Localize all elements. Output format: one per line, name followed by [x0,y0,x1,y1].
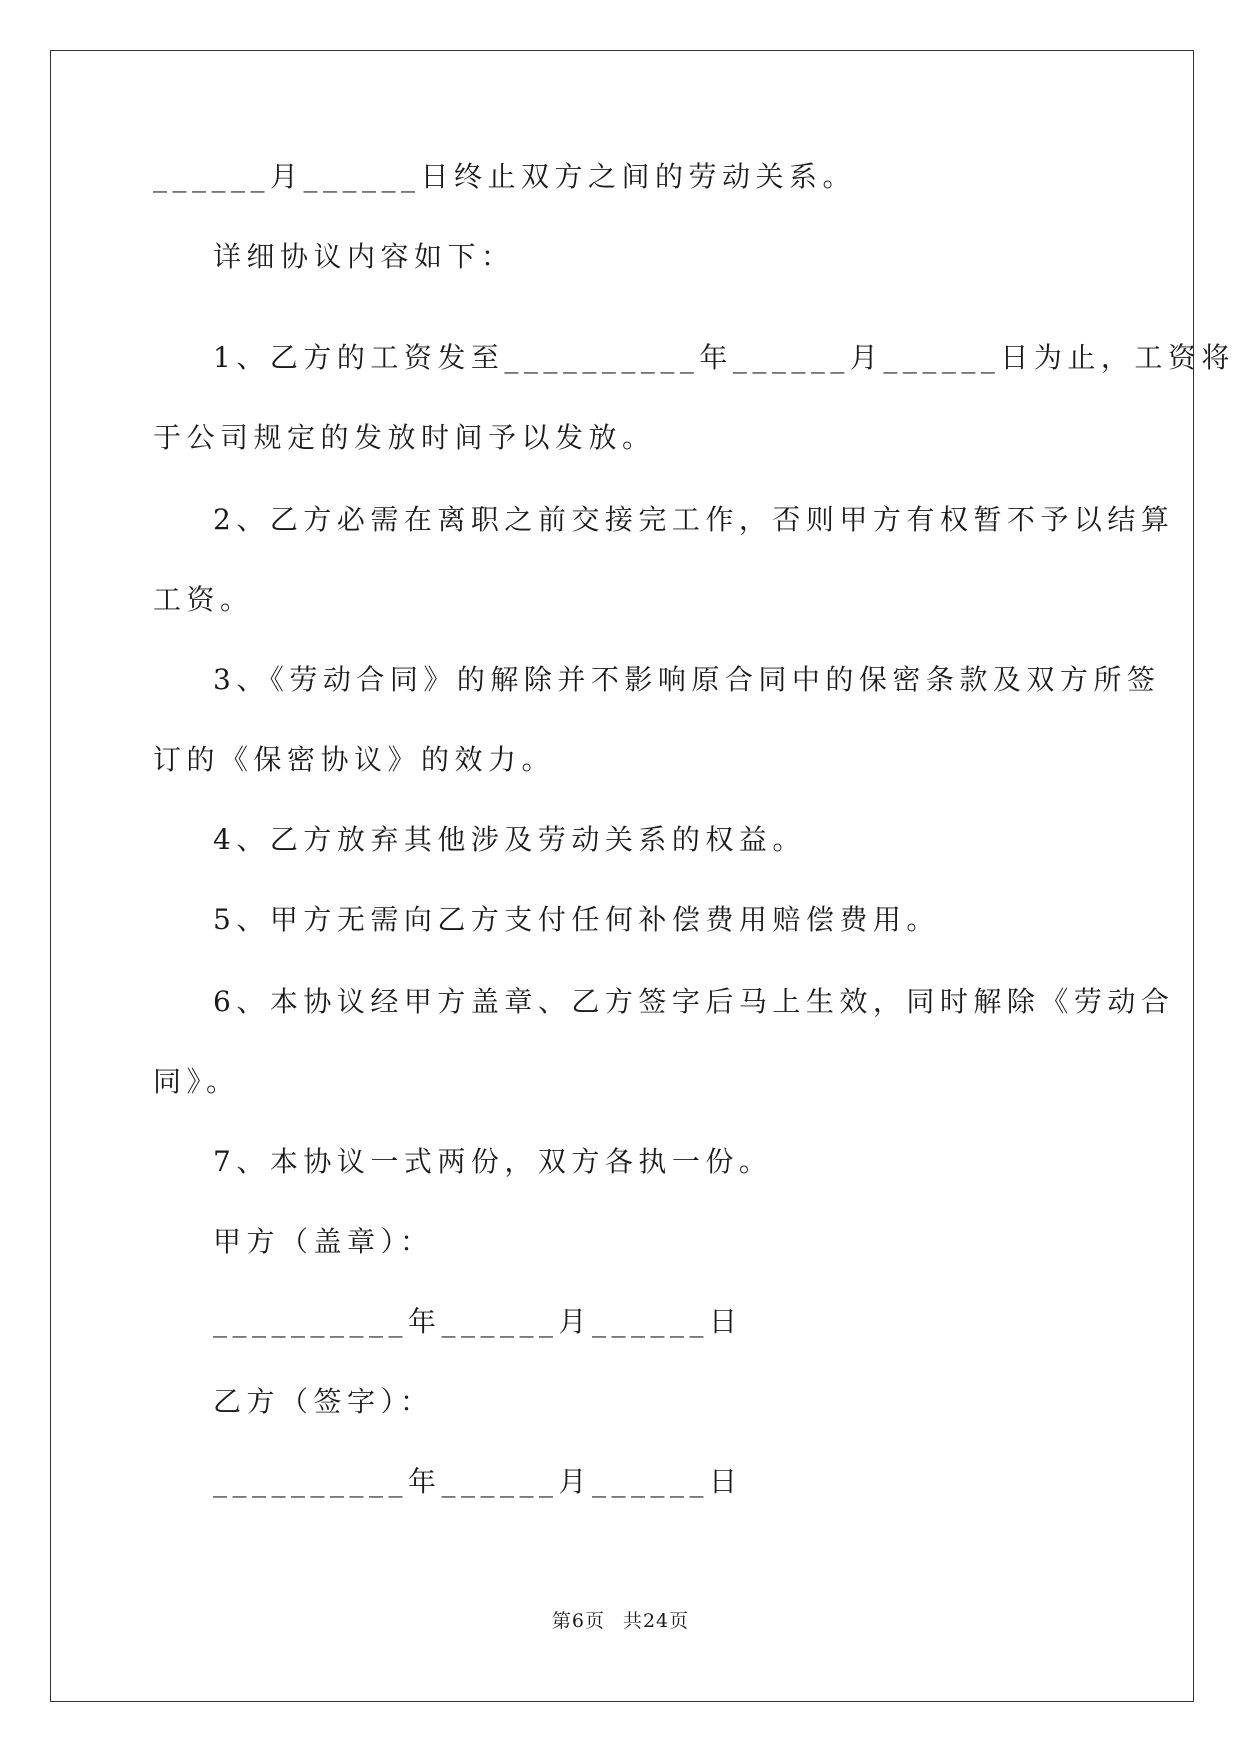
text-line-clause-1: 1、乙方的工资发至__________年______月______日为止，工资将 [213,341,1235,374]
text-line-clause-2: 2、乙方必需在离职之前交接完工作，否则甲方有权暂不予以结算 [213,503,1175,536]
text-line-clause-1-cont: 于公司规定的发放时间予以发放。 [153,421,656,454]
party-a-date: __________年______月______日 [213,1305,743,1338]
text-line-continuation: ______月______日终止双方之间的劳动关系。 [153,160,857,193]
page-footer [0,1606,1241,1633]
text-line-clause-3-cont: 订的《保密协议》的效力。 [153,743,556,776]
text-line-clause-2-cont: 工资。 [153,583,254,616]
text-line-clause-4: 4、乙方放弃其他涉及劳动关系的权益。 [213,823,806,856]
text-line-clause-5: 5、甲方无需向乙方支付任何补偿费用赔偿费用。 [213,903,940,936]
page-total: 共24页 [622,1610,690,1632]
party-a-label: 甲方（盖章）： [213,1225,434,1258]
party-b-label: 乙方（签字）： [213,1385,434,1418]
text-line-clause-3: 3、《劳动合同》的解除并不影响原合同中的保密条款及双方所签 [213,663,1161,696]
text-line-intro: 详细协议内容如下： [213,240,515,273]
text-line-clause-7: 7、本协议一式两份，双方各执一份。 [213,1145,773,1178]
text-line-clause-6: 6、本协议经甲方盖章、乙方签字后马上生效，同时解除《劳动合 [213,985,1175,1018]
text-line-clause-6-cont: 同》。 [153,1065,240,1098]
page-border [50,50,1194,1702]
page-number: 第6页 [551,1610,605,1632]
party-b-date: __________年______月______日 [213,1465,743,1498]
